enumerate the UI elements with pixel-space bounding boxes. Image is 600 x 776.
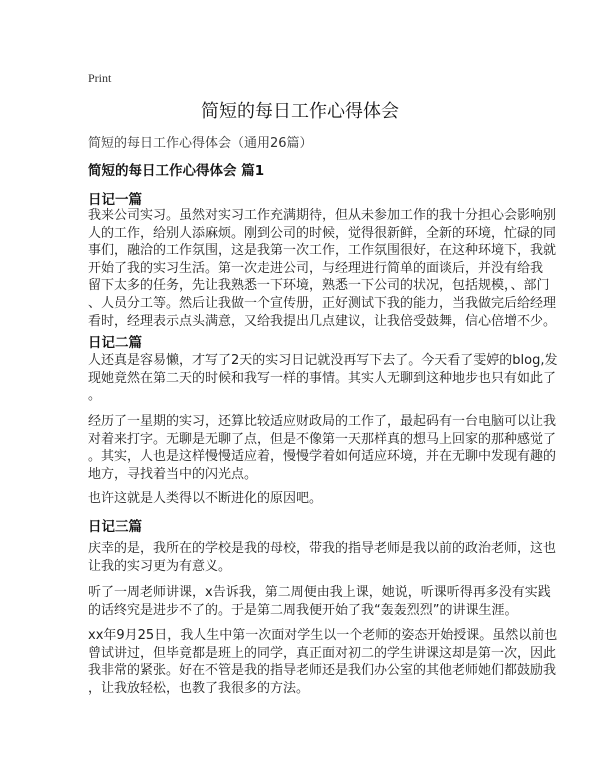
text-line: 也许这就是人类得以不断进化的原因吧。	[88, 491, 323, 506]
text-line: 看时，经理表示点头满意，又给我提出几点建议，让我倍受鼓舞，信心倍增不少。	[88, 313, 557, 329]
paragraph	[88, 584, 551, 619]
text-line: 对着来打字。无聊是无聊了点，但是不像第一天那样真的想马上回家的那种感觉了	[88, 431, 557, 447]
text-line: 经历了一星期的实习，还算比较适应财政局的工作了，最起码有一台电脑可以让我	[88, 414, 557, 429]
text-line: 开始了我的实习生活。第一次走进公司，与经理进行简单的面谈后，并没有给我	[88, 260, 544, 276]
text-line: xx年9月25日，我人生中第一次面对学生以一个老师的姿态开始授课。虽然以前也	[88, 628, 558, 643]
paragraph	[88, 540, 557, 575]
paragraph	[88, 490, 518, 508]
text-line: 。其实，人也是这样慢慢适应着，慢慢学着如何适应环境，并在无聊中发现有趣的	[88, 449, 557, 465]
entry-heading: 日记三篇	[88, 519, 142, 535]
text-line: 的话终究是进步不了的。于是第二周我便开始了我“轰轰烈烈”的讲课生涯。	[88, 602, 518, 618]
print-link[interactable]: Print	[88, 71, 112, 85]
text-line: 现她竟然在第二天的时候和我写一样的事情。其实人无聊到这种地步也只有如此了	[88, 370, 557, 386]
paragraph	[88, 207, 557, 330]
text-line: 事们，融洽的工作氛围，这是我第一次工作，工作氛围很好，在这种环境下，我就	[88, 243, 557, 259]
text-line: 人还真是容易懒，才写了2天的实习日记就没再写下去了。今天看了雯婷的blog,发	[88, 353, 558, 368]
text-line: 、人员分工等。然后让我做一个宣传册，正好测试下我的能力，当我做完后给经理	[88, 295, 557, 311]
text-line: 我非常的紧张。好在不管是我的指导老师还是我们办公室的其他老师她们都鼓励我	[88, 663, 557, 679]
text-line: 庆幸的是，我所在的学校是我的母校，带我的指导老师是我以前的政治老师，这也	[88, 541, 557, 556]
text-line: 听了一周老师讲课，x告诉我，第二周便由我上课，她说，听课听得再多没有实践	[88, 585, 551, 600]
text-line: 人的工作，给别人添麻烦。刚到公司的时候，觉得很新鲜，全新的环境，忙碌的同	[88, 225, 557, 241]
text-line: 让我的实习更为有意义。	[88, 558, 232, 574]
text-line: 留下太多的任务，先让我熟悉一下环境，熟悉一下公司的状况，包括规模，、部门	[88, 278, 550, 294]
entry-heading: 日记二篇	[88, 335, 142, 351]
document-title: 简短的每日工作心得体会	[201, 101, 399, 122]
text-line: 地方，寻找着当中的闪光点。	[88, 466, 258, 482]
document-subtitle: 简短的每日工作心得体会（通用26篇）	[88, 136, 313, 151]
paragraph	[88, 352, 558, 405]
paragraph	[88, 627, 558, 697]
text-line: 曾试讲过，但毕竟都是班上的同学，真正面对初二的学生讲课这却是第一次，因此	[88, 645, 557, 661]
text-line: ，让我放轻松，也教了我很多的方法。	[88, 680, 310, 696]
entry-heading: 日记一篇	[88, 192, 142, 208]
text-line: 。	[88, 388, 102, 404]
section-heading: 简短的每日工作心得体会 篇1	[88, 163, 265, 179]
paragraph	[88, 413, 557, 483]
text-line: 我来公司实习。虽然对实习工作充满期待，但从未参加工作的我十分担心会影响别	[88, 208, 557, 223]
